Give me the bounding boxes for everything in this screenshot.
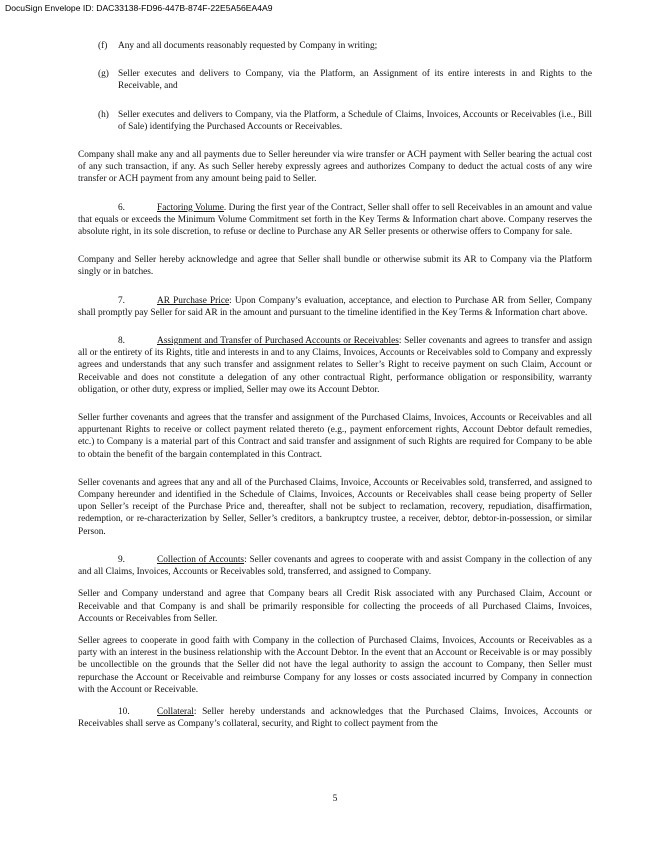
section-title: Collateral [157,706,194,717]
section-number: 9. [118,554,126,565]
paragraph-cease: Seller covenants and agrees that any and all of the Purchased Claims, Invoice, Accounts or Receivables sold, transferred, and assigned to Company hereunder and identified in the Schedule of Claims, Invoices, Accounts or Receivables shall cease being property of Seller upon Seller’s receipt of the Purchase Price and, thereafter, shall not be subject to reclamation, recovery, repudiation, disaffirmation, redemption, or re-characterization by Seller, Seller’s creditors, a bankruptcy trustee, a receiver, debtor, debtor-in-possession, or similar Person. [78,477,592,537]
section-body: : Seller hereby understands and acknowledges that the Purchased Claims, Invoices, Accounts or Receivables shall serve as Company’s collateral, security, and Right to collect payment from the [78,706,592,730]
envelope-id: DocuSign Envelope ID: DAC33138-FD96-447B-874F-22E5A56EA4A9 [5,3,273,13]
list-item-f [78,40,592,52]
item-text: Seller executes and delivers to Company, via the Platform, an Assignment of its entire interests in and Rights to the Receivable, and [118,69,592,92]
item-label: (h) [98,109,109,120]
section-body: : Seller covenants and agrees to cooperate with and assist Company in the collection of any and all Claims, Invoices, Accounts or Receivables sold, transferred, and assigned to Company. [78,554,592,578]
list-item-h [78,109,592,133]
paragraph-payments: Company shall make any and all payments due to Seller hereunder via wire transfer or ACH payment with Seller bearing the actual cost of any such transaction, if any. As such Seller hereby expressly agrees and authorizes Company to deduct the actual costs of any wire transfer or ACH payment from any amount being paid to Seller. [78,150,592,185]
section-title: Collection of Accounts [157,554,245,565]
document-body [78,40,592,730]
section-8 [78,335,592,396]
section-body: : Seller covenants and agrees to transfer and assign all or the entirety of its Rights, title and interests in and to any Claims, Invoices, Accounts or Receivables sold to Company and expressly agrees and understands that any such transfer and assignment relates to Seller’s Right to receive payment on such Claim, Account or Receivable and does not constitute a delegation of any other contractual Right, performance obligation or responsibility, warranty obligation, or other duty, express or implied, Seller may owe its Account Debtor. [78,336,593,395]
paragraph-bundle: Company and Seller hereby acknowledge and agree that Seller shall bundle or otherwise submit its AR to Company via the Platform singly or in batches. [78,255,592,278]
section-number: 7. [118,295,126,306]
section-7 [78,295,592,319]
section-title: Factoring Volume [157,202,224,213]
section-9 [78,554,592,578]
section-number: 8. [118,336,126,347]
paragraph-further: Seller further covenants and agrees that the transfer and assignment of the Purchased Claims, Invoices, Accounts or Receivables and all appurtenant Rights to receive or collect payment related thereto (e.g., payment enforcement rights, Account Debtor default remedies, etc.) to Company is a material part of this Contract and said transfer and assignment of such Rights are required for Company to be able to obtain the benefit of the bargain contemplated in this Contract. [78,413,592,460]
page-number: 5 [332,794,338,804]
section-6 [78,202,592,239]
section-body: : Upon Company’s evaluation, acceptance, and election to Purchase AR from Seller, Company shall promptly pay Seller for said AR in the amount and pursuant to the timeline identified in the Key Terms & Information chart above. [78,295,592,318]
list-item-g [78,68,592,92]
item-text: Any and all documents reasonably requested by Company in writing; [118,41,378,51]
section-title: Assignment and Transfer of Purchased Accounts or Receivables [157,336,399,347]
item-label: (g) [98,69,109,80]
item-label: (f) [98,41,108,51]
section-body: . During the first year of the Contract, Seller shall offer to sell Receivables in an amount and value that equals or exceeds the Minimum Volume Commitment set forth in the Key Terms & Information chart above. Company reserves the absolute right, in its sole discretion, to refuse or decline to Purchase any AR Seller presents or otherwise offers to Company for sale. [78,202,593,238]
section-number: 10. [118,706,130,717]
section-title: AR Purchase Price [157,295,230,306]
paragraph-good-faith: Seller agrees to cooperate in good faith with Company in the collection of Purchased Claims, Invoices, Accounts or Receivables as a party with an interest in the business relationship with the Account Debtor. In the event that an Account or Receivable is or may possibly be uncollectible on the grounds that the Seller did not have the legal authority to assign the account to Company, then Seller must repurchase the Account or Receivable and reimburse Company for any losses or costs associated incurred by Company in connection with the Account or Receivable. [78,635,592,695]
section-number: 6. [118,202,126,213]
paragraph-credit-risk: Seller and Company understand and agree that Company bears all Credit Risk associated with any Purchased Claim, Account or Receivable and that Company is and shall be primarily responsible for collecting the proceeds of all Purchased Claims, Invoices, Accounts or Receivables from Seller. [78,589,592,624]
section-10 [78,706,592,730]
item-text: Seller executes and delivers to Company, via the Platform, a Schedule of Claims, Invoices, Accounts or Receivables (i.e., Bill of Sale) identifying the Purchased Accounts or Receivables. [118,109,592,132]
